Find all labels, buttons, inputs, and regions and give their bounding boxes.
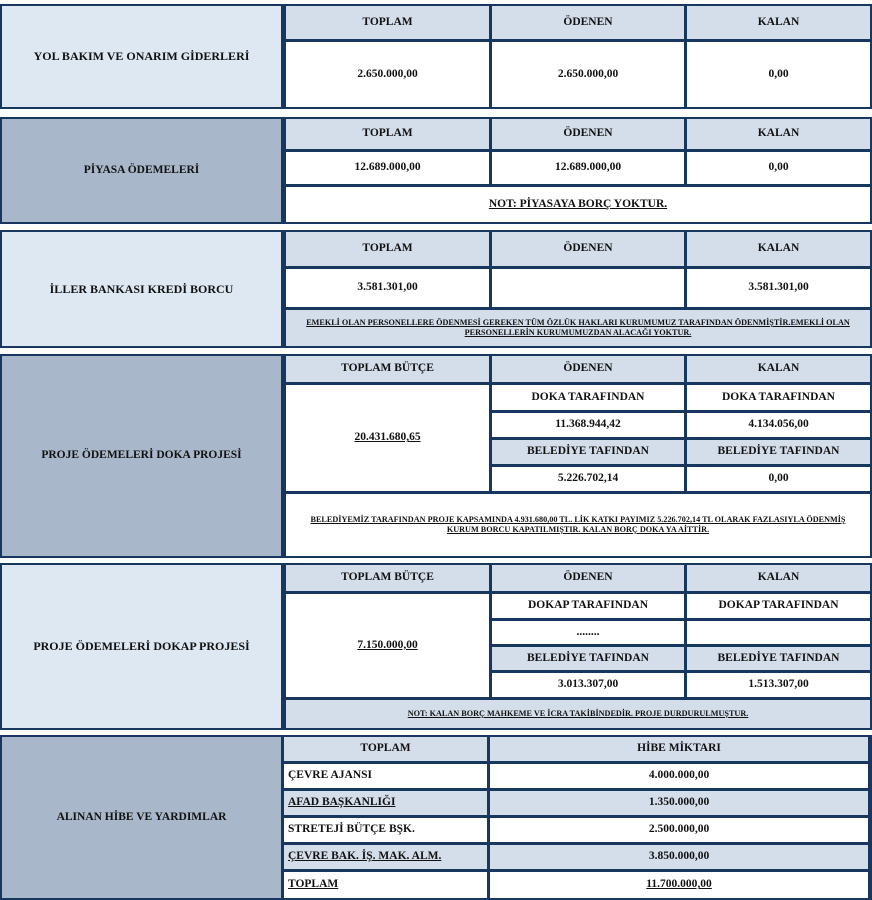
iller-header-kalan: KALAN: [687, 232, 870, 266]
doka-block: [0, 354, 872, 558]
iller-note: EMEKLİ OLAN PERSONELLERE ÖDENMESİ GEREKEN TÜM ÖZLÜK HAKLARI KURUMUMUZ TARAFINDAN ÖDENMİŞTİR.EMEKLİ OLAN PERSONELLERİN KURUMUMUZDAN ALACAĞI YOKTUR.: [286, 310, 870, 346]
iller-header-odenen: ÖDENEN: [492, 232, 684, 266]
dokap-val2-odenen: 3.013.307,00: [492, 673, 684, 697]
dokap-header-butce: TOPLAM BÜTÇE: [286, 565, 489, 591]
hibe-title: ALINAN HİBE VE YARDIMLAR: [2, 737, 281, 898]
dokap-header-kalan: KALAN: [687, 565, 870, 591]
iller-odenen-value: [492, 269, 684, 307]
dokap-header-odenen: ÖDENEN: [492, 565, 684, 591]
dokap-butce-value: 7.150.000,00: [286, 594, 489, 697]
doka-header-odenen: ÖDENEN: [492, 356, 684, 382]
piyasa-header-toplam: TOPLAM: [286, 119, 489, 149]
hibe-row-value: 1.350.000,00: [490, 791, 868, 815]
iller-toplam-value: 3.581.301,00: [286, 269, 489, 307]
hibe-row-value: 2.500.000,00: [490, 818, 868, 842]
yol-header-odenen: ÖDENEN: [492, 6, 684, 39]
hibe-total-value: 11.700.000,00: [490, 872, 868, 898]
dokap-val2-kalan: 1.513.307,00: [687, 673, 870, 697]
hibe-row-name: ÇEVRE AJANSI: [284, 764, 487, 788]
dokap-sub1-odenen: DOKAP TARAFINDAN: [492, 594, 684, 618]
piyasa-toplam-value: 12.689.000,00: [286, 152, 489, 184]
hibe-total-name: TOPLAM: [284, 872, 487, 898]
dokap-title: PROJE ÖDEMELERİ DOKAP PROJESİ: [2, 565, 281, 728]
hibe-row-value: 3.850.000,00: [490, 845, 868, 869]
dokap-sub2-odenen: BELEDİYE TAFINDAN: [492, 647, 684, 670]
doka-val2-kalan: 0,00: [687, 467, 870, 491]
piyasa-block: [0, 117, 872, 224]
hibe-row-value: 4.000.000,00: [490, 764, 868, 788]
doka-val1-kalan: 4.134.056,00: [687, 413, 870, 437]
hibe-row-name: STRETEJİ BÜTÇE BŞK.: [284, 818, 487, 842]
iller-kalan-value: 3.581.301,00: [687, 269, 870, 307]
doka-sub1-odenen: DOKA TARAFINDAN: [492, 385, 684, 410]
dokap-sub2-kalan: BELEDİYE TAFINDAN: [687, 647, 870, 670]
iller-header-toplam: TOPLAM: [286, 232, 489, 266]
piyasa-kalan-value: 0,00: [687, 152, 870, 184]
dokap-block: [0, 563, 872, 730]
doka-header-kalan: KALAN: [687, 356, 870, 382]
dokap-sub1-kalan: DOKAP TARAFINDAN: [687, 594, 870, 618]
doka-val1-odenen: 11.368.944,42: [492, 413, 684, 437]
hibe-header-toplam: TOPLAM: [284, 737, 487, 761]
piyasa-note: NOT: PİYASAYA BORÇ YOKTUR.: [286, 187, 870, 222]
yol-bakim-block: [0, 4, 872, 109]
yol-kalan-value: 0,00: [687, 42, 870, 107]
doka-sub1-kalan: DOKA TARAFINDAN: [687, 385, 870, 410]
doka-sub2-odenen: BELEDİYE TAFINDAN: [492, 440, 684, 464]
hibe-header-miktar: HİBE MİKTARI: [490, 737, 868, 761]
hibe-block: [0, 735, 872, 900]
dokap-val1-kalan: [687, 621, 870, 644]
doka-sub2-kalan: BELEDİYE TAFINDAN: [687, 440, 870, 464]
doka-note: BELEDİYEMİZ TARAFINDAN PROJE KAPSAMINDA 4.931.680,00 TL. LİK KATKI PAYIMIZ 5.226.702,14 TL OLARAK FAZLASIYLA ÖDENMİŞ KURUM BORCU KAPATILMIŞTIR. KALAN BORÇ DOKA YA AİTTİR.: [286, 494, 870, 556]
yol-toplam-value: 2.650.000,00: [286, 42, 489, 107]
piyasa-header-odenen: ÖDENEN: [492, 119, 684, 149]
dokap-note: NOT: KALAN BORÇ MAHKEME VE İCRA TAKİBİNDEDİR. PROJE DURDURULMUŞTUR.: [286, 700, 870, 728]
doka-header-butce: TOPLAM BÜTÇE: [286, 356, 489, 382]
hibe-row-name: ÇEVRE BAK. İŞ. MAK. ALM.: [284, 845, 487, 869]
iller-bankasi-block: [0, 230, 872, 348]
doka-butce-value: 20.431.680,65: [286, 385, 489, 491]
hibe-row-name: AFAD BAŞKANLIĞI: [284, 791, 487, 815]
yol-bakim-title: YOL BAKIM VE ONARIM GİDERLERİ: [2, 6, 281, 107]
yol-odenen-value: 2.650.000,00: [492, 42, 684, 107]
piyasa-header-kalan: KALAN: [687, 119, 870, 149]
yol-header-toplam: TOPLAM: [286, 6, 489, 39]
doka-title: PROJE ÖDEMELERİ DOKA PROJESİ: [2, 356, 281, 556]
doka-val2-odenen: 5.226.702,14: [492, 467, 684, 491]
yol-header-kalan: KALAN: [687, 6, 870, 39]
piyasa-title: PİYASA ÖDEMELERİ: [2, 119, 281, 222]
dokap-val1-odenen: ........: [492, 621, 684, 644]
piyasa-odenen-value: 12.689.000,00: [492, 152, 684, 184]
iller-bankasi-title: İLLER BANKASI KREDİ BORCU: [2, 232, 281, 346]
